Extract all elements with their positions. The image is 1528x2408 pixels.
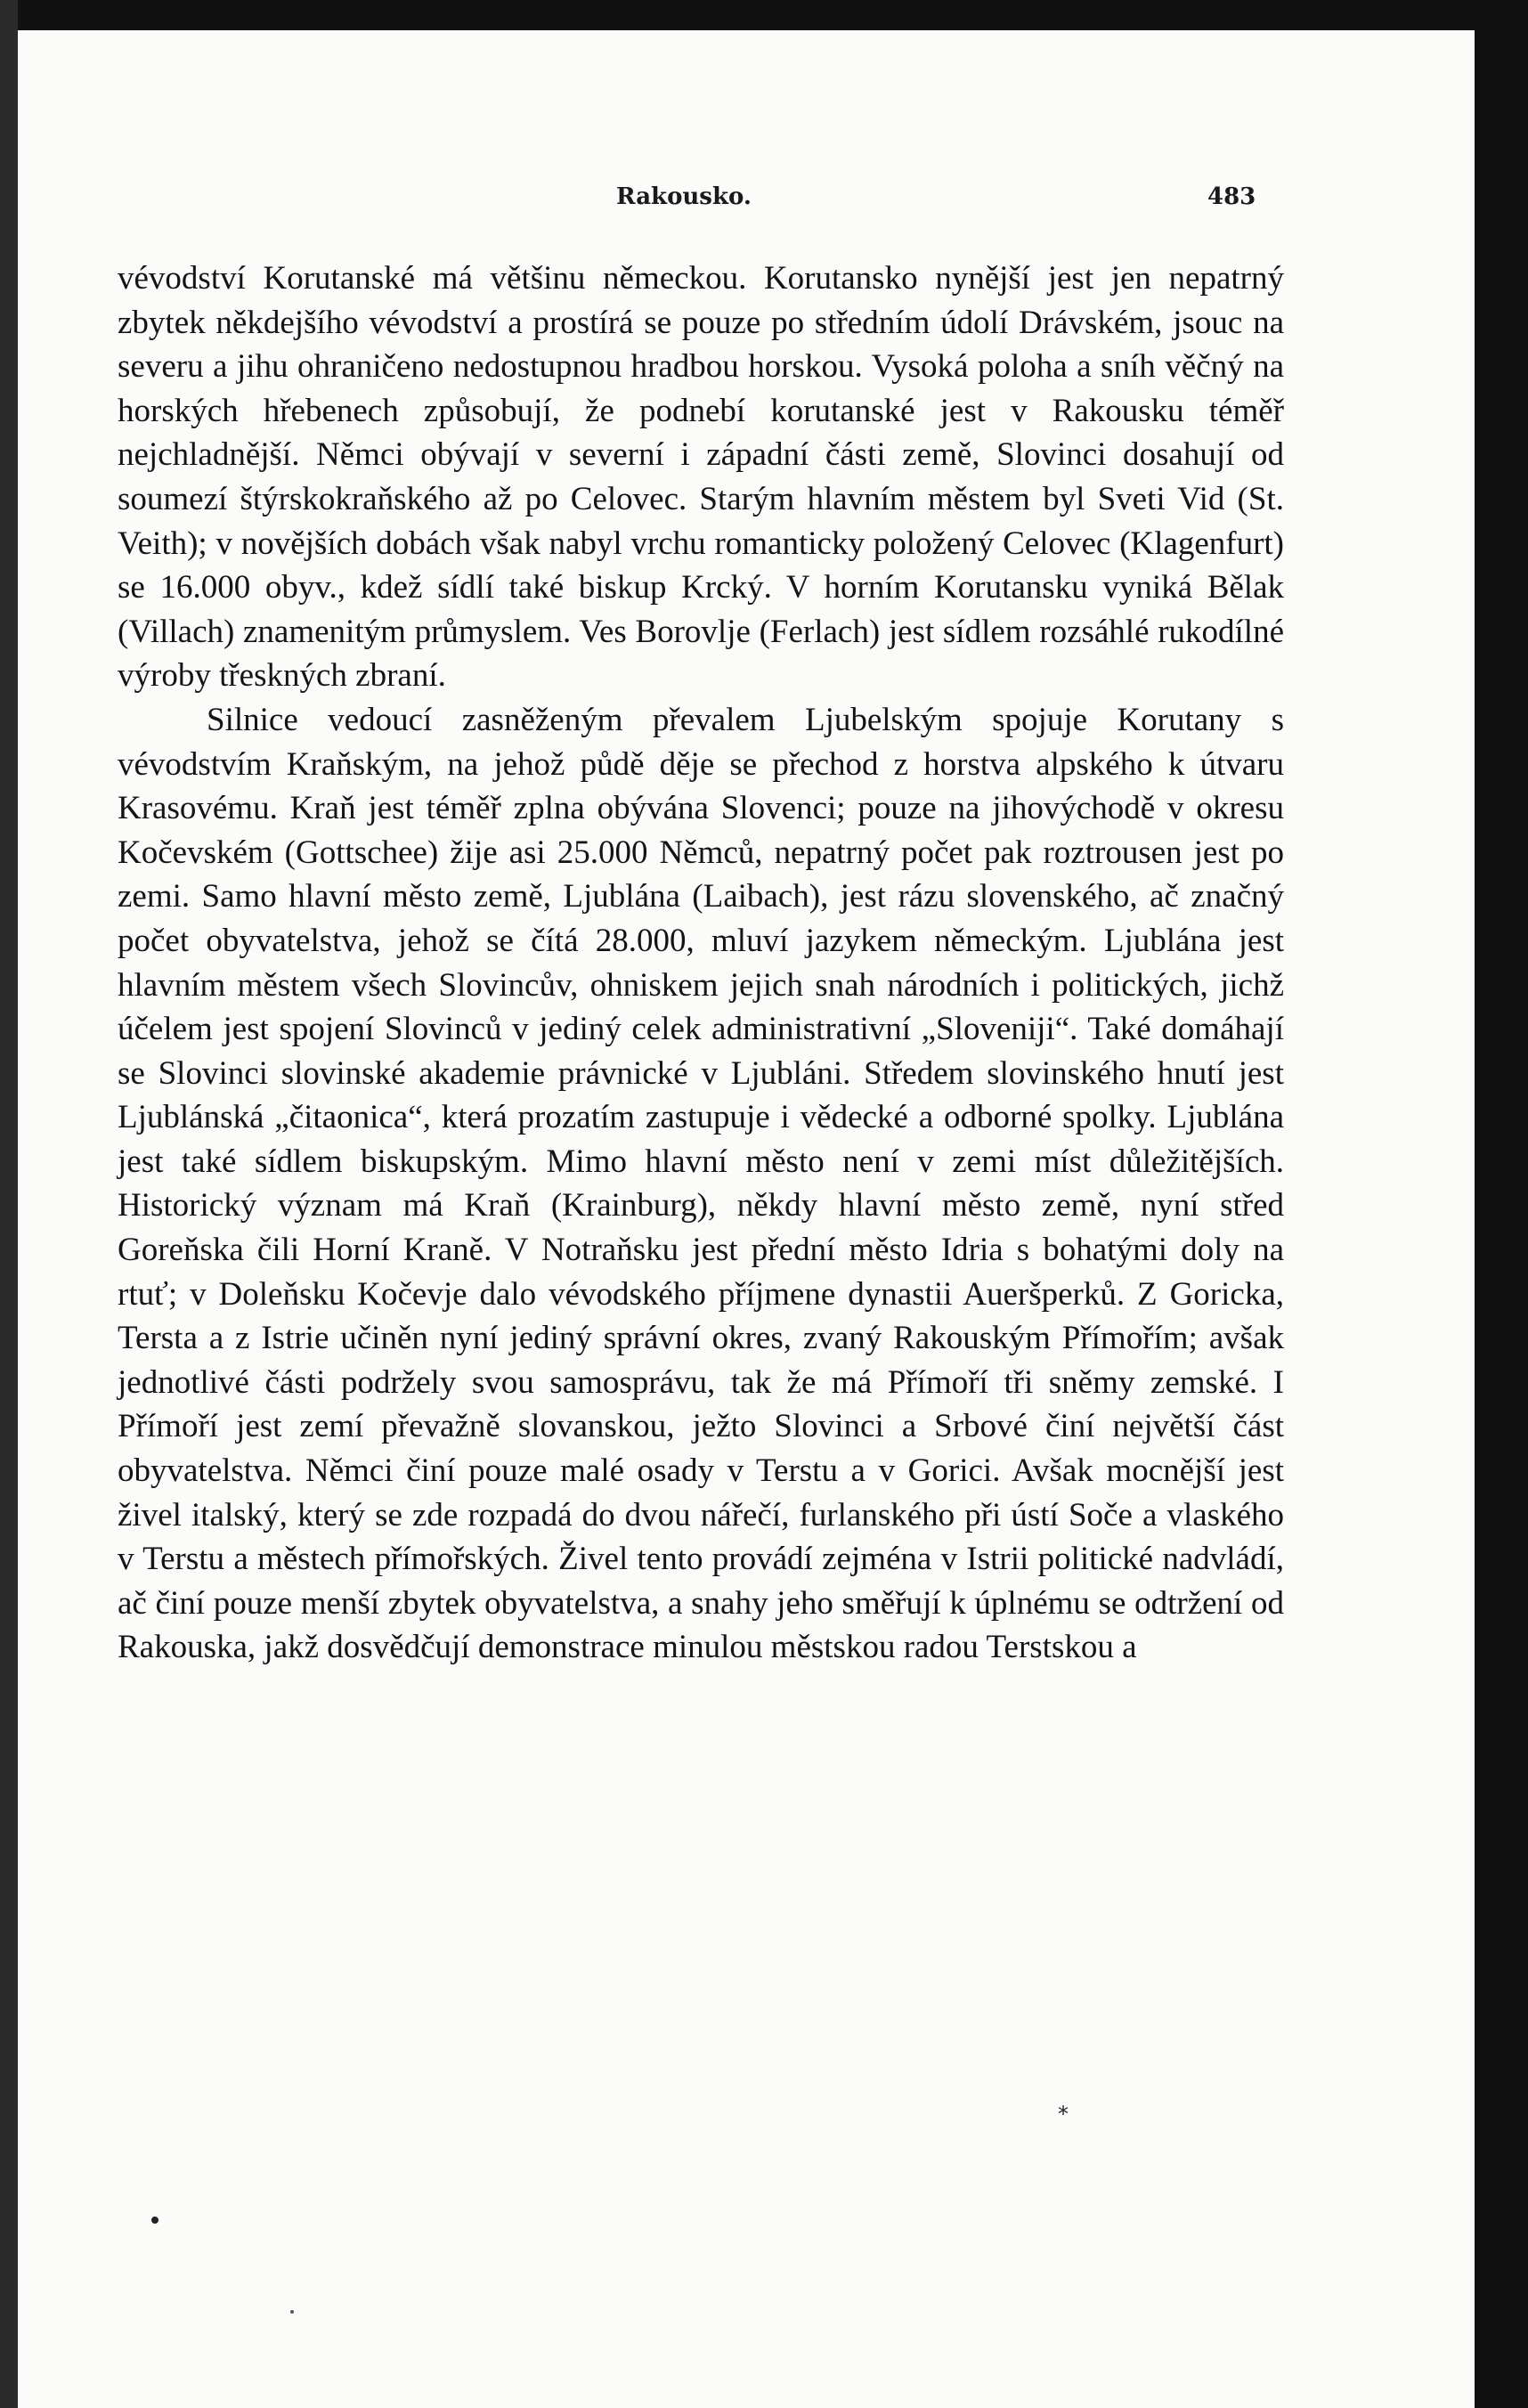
body-text: [118, 256, 1284, 1670]
scan-right-edge: [1475, 0, 1528, 2408]
book-page: [18, 30, 1475, 2408]
book-binding: [0, 0, 18, 2408]
scan-top-edge: [0, 0, 1528, 30]
page-number: 483: [1207, 183, 1256, 210]
scan-speck: [151, 2217, 158, 2224]
footnote-mark: *: [1058, 2102, 1069, 2127]
paragraph-1: vévodství Korutanské má většinu německou. Korutansko nynější jest jen nepatrný zbytek někdejšího vévodství a prostírá se pouze po středním údolí Drávském, jsouc na severu a jihu ohraničeno nedostupnou hradbou horskou. Vysoká poloha a sníh věčný na horských hřebenech způsobují, že podnebí korutanské jest v Rakousku téměř nejchladnější. Němci obývají v severní i západní části země, Slovinci dosahují od soumezí štýrskokraňského až po Celovec. Starým hlavním městem byl Sveti Vid (St. Veith); v novějších dobách však nabyl vrchu romanticky položený Celovec (Klagenfurt) se 16.000 obyv., kdež sídlí také biskup Krcký. V horním Korutansku vyniká Bělak (Villach) znamenitým průmyslem. Ves Borovlje (Ferlach) jest sídlem rozsáhlé rukodílné výroby třeskných zbraní.: [118, 260, 1284, 695]
scan-speck: [290, 2310, 294, 2314]
paragraph-2: Silnice vedoucí zasněženým převalem Ljubelským spojuje Korutany s vévodstvím Kraňským, na jehož půdě děje se přechod z horstva alpského k útvaru Krasovému. Kraň jest téměř zplna obývána Slovenci; pouze na jihovýchodě v okresu Kočevském (Gottschee) žije asi 25.000 Němců, nepatrný počet pak roztrousen jest po zemi. Samo hlavní město země, Ljublána (Laibach), jest rázu slovenského, ač značný počet obyvatelstva, jehož se čítá 28.000, mluví jazykem německým. Ljublána jest hlavním městem všech Slovincův, ohniskem jejich snah národních i politických, jichž účelem jest spojení Slovinců v jediný celek administrativní „Sloveniji“. Také domáhají se Slovinci slovinské akademie právnické v Ljubláni. Středem slovinského hnutí jest Ljublánská „čitaonica“, která prozatím zastupuje i vědecké a odborné spolky. Ljublána jest také sídlem biskupským. Mimo hlavní město není v zemi míst důležitějších. Historický význam má Kraň (Krainburg), někdy hlavní město země, nyní střed Goreňska čili Horní Kraně. V Notraňsku jest přední město Idria s bohatými doly na rtuť; v Doleňsku Kočevje dalo vévodského příjmene dynastii Aueršperků. Z Goricka, Tersta a z Istrie učiněn nyní jediný správní okres, zvaný Rakouským Přímořím; avšak jednotlivé části podržely svou samosprávu, tak že má Přímoří tři sněmy zemské. I Přímoří jest zemí převažně slovanskou, ježto Slovinci a Srbové činí největší část obyvatelstva. Němci činí pouze malé osady v Terstu a v Gorici. Avšak mocnější jest živel italský, který se zde rozpadá do dvou nářečí, furlanského při ústí Soče a vlaského v Terstu a městech přímořských. Živel tento provádí zejména v Istrii politické nadvládí, ač činí pouze menší zbytek obyvatelstva, a snahy jeho směřují k úplnému se odtržení od Rakouska, jakž dosvědčují demonstrace minulou městskou radou Terstskou a: [118, 701, 1284, 1666]
running-head: Rakousko.: [616, 183, 752, 210]
